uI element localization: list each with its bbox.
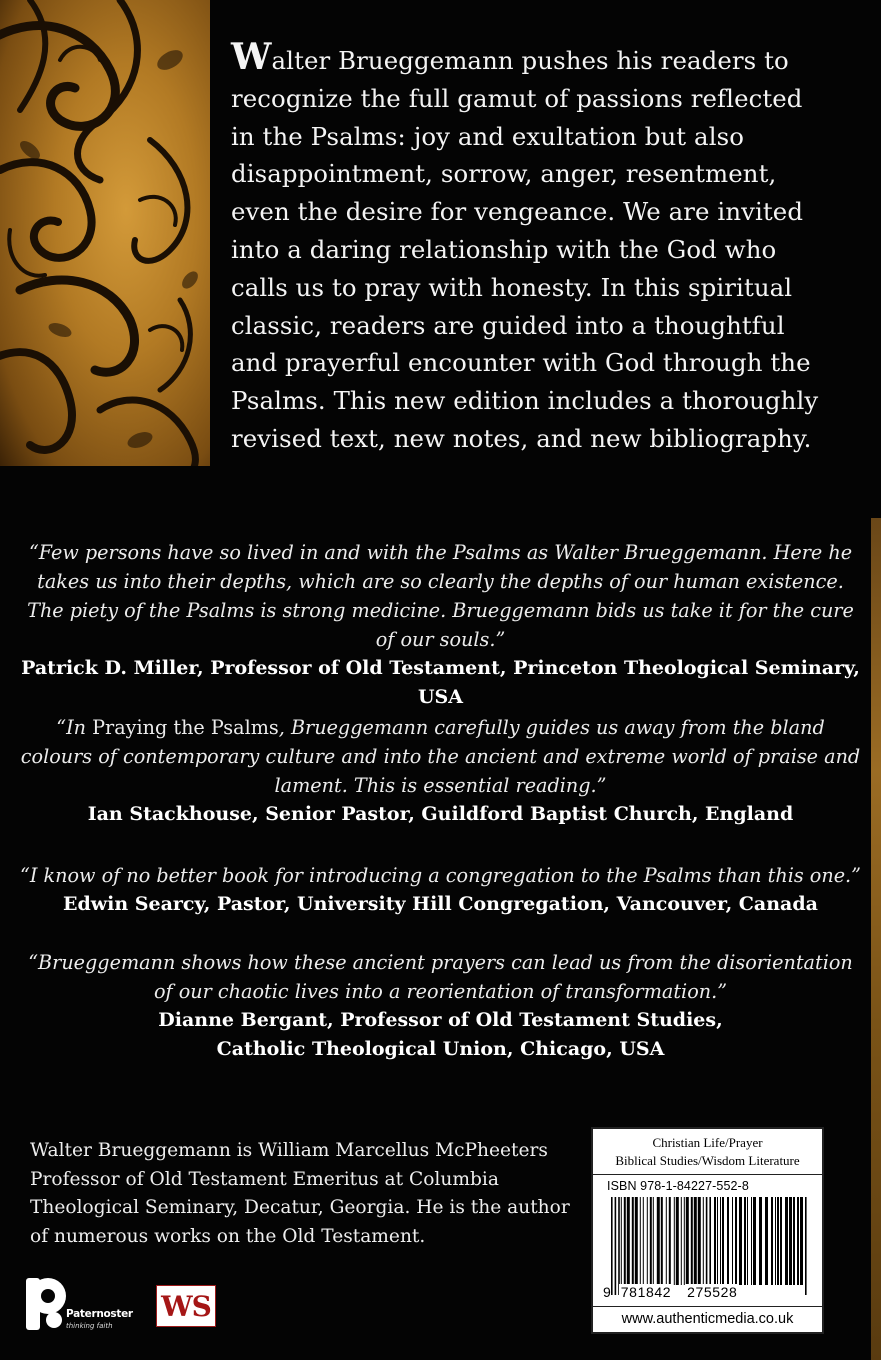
quote-open: “In — [56, 716, 93, 739]
barcode-bar — [765, 1197, 768, 1285]
barcode-bar — [666, 1197, 667, 1285]
barcode-bar — [611, 1197, 613, 1295]
barcode-bar — [615, 1197, 617, 1295]
barcode-bar — [661, 1197, 663, 1285]
category-labels — [593, 1129, 822, 1175]
barcode-bar — [775, 1197, 776, 1285]
endorsement-attribution-line-2: Catholic Theological Union, Chicago, USA — [216, 1038, 665, 1060]
barcode-bar — [674, 1197, 675, 1285]
barcode-digit-group-1: 781842 — [620, 1284, 672, 1300]
barcode-bar — [785, 1197, 788, 1285]
barcode-bar — [676, 1197, 679, 1285]
endorsement-quote — [20, 713, 861, 800]
isbn-label: ISBN 978-1-84227-552-8 — [607, 1179, 749, 1193]
barcode-bar — [732, 1197, 733, 1285]
barcode-bar — [751, 1197, 752, 1285]
author-bio: Walter Brueggemann is William Marcellus McPheeters Professor of Old Testament Emeritus at Columbia Theological Seminary, Decatur, Georgia. He is the author of numerous works on the Old Testament. — [30, 1140, 570, 1247]
barcode-bar — [805, 1197, 807, 1295]
barcode-bar — [771, 1197, 773, 1285]
barcode-bar — [618, 1197, 620, 1295]
barcode-bar — [653, 1197, 654, 1285]
barcode-bar — [632, 1197, 634, 1285]
barcode-bar — [627, 1197, 630, 1285]
barcode-bar — [657, 1197, 660, 1285]
barcode-bar — [635, 1197, 638, 1285]
barcode-bar — [714, 1197, 716, 1285]
ornament-swirls — [0, 0, 210, 466]
barcode-bar — [709, 1197, 711, 1295]
barcode-bar — [691, 1197, 693, 1285]
barcode-bar — [747, 1197, 748, 1285]
barcode-bar — [717, 1197, 718, 1285]
barcode-digit-first: 9 — [603, 1284, 611, 1300]
barcode-bar — [621, 1197, 622, 1285]
barcode-bar — [669, 1197, 671, 1285]
barcode-bar — [744, 1197, 746, 1285]
endorsement-2 — [20, 713, 861, 829]
category-barcode-box — [591, 1127, 824, 1334]
barcode-bar — [650, 1197, 652, 1285]
barcode-bar — [647, 1197, 648, 1285]
drop-cap: W — [231, 36, 272, 78]
barcode-bar — [739, 1197, 742, 1285]
barcode-bar — [698, 1197, 701, 1285]
book-description — [231, 36, 831, 458]
ws-logo-letters: WS — [161, 1289, 211, 1323]
endorsement-attribution: Edwin Searcy, Pastor, University Hill Congregation, Vancouver, Canada — [63, 893, 818, 915]
category-2: Biblical Studies/Wisdom Literature — [615, 1152, 800, 1168]
barcode-bar — [720, 1197, 721, 1285]
barcode-bar — [686, 1197, 689, 1285]
publisher-tagline: thinking faith — [66, 1322, 113, 1330]
barcode-digit-group-2: 275528 — [687, 1284, 738, 1300]
description-text: alter Brueggemann pushes his readers to recognize the full gamut of passions reflected in the Psalms: joy and exultation but also disappointment, sorrow, anger, resentment, even the desire for vengeance. We are invited into a daring relationship with the God who calls us to pray with honesty. In this spiritual classic, readers are guided into a thoughtful and prayerful encounter with God through the Psalms. This new edition includes a thoroughly revised text, new notes, and new bibliography. — [231, 46, 819, 453]
publisher-website: www.authenticmedia.co.uk — [593, 1306, 822, 1332]
barcode-bar — [780, 1197, 782, 1285]
endorsement-4 — [20, 948, 861, 1064]
barcode-bar — [640, 1197, 641, 1285]
barcode-bar — [703, 1197, 704, 1285]
category-1: Christian Life/Prayer — [652, 1135, 763, 1150]
right-edge-strip — [871, 518, 881, 1360]
endorsement-attribution: Ian Stackhouse, Senior Pastor, Guildford Baptist Church, England — [87, 803, 794, 825]
endorsement-quote: “I know of no better book for introducing a congregation to the Psalms than this one.” — [20, 864, 861, 887]
barcode-bar — [797, 1197, 799, 1285]
barcode-bar — [777, 1197, 779, 1285]
endorsement-3 — [20, 861, 861, 919]
ornament-panel — [0, 0, 210, 466]
barcode-bar — [643, 1197, 644, 1285]
barcode-bar — [753, 1197, 756, 1285]
barcode-bar — [624, 1197, 626, 1285]
barcode-bar — [793, 1197, 795, 1285]
endorsement-quote: “Brueggemann shows how these ancient prayers can lead us from the disorientation of our chaotic lives into a reorientation of transformation.” — [28, 951, 853, 1003]
ws-imprint-logo — [156, 1285, 216, 1327]
quote-rest: , Brueggemann carefully guides us away from the bland colours of contemporary culture and into the ancient and extreme world of praise and lament. This is essential reading.” — [20, 716, 861, 797]
book-title: Praying the Psalms — [92, 716, 279, 739]
barcode-bar — [681, 1197, 682, 1285]
barcode-graphic — [603, 1197, 813, 1295]
barcode-bar — [722, 1197, 724, 1285]
barcode-bar — [789, 1197, 792, 1285]
endorsement-attribution: Patrick D. Miller, Professor of Old Testament, Princeton Theological Seminary, USA — [21, 657, 860, 708]
barcode-bar — [684, 1197, 685, 1285]
endorsement-attribution-line-1: Dianne Bergant, Professor of Old Testament Studies, — [158, 1009, 723, 1031]
endorsement-1 — [20, 538, 861, 712]
barcode-bar — [727, 1197, 729, 1285]
barcode-bar — [800, 1197, 803, 1285]
barcode-bar — [706, 1197, 708, 1295]
endorsement-quote: “Few persons have so lived in and with the Psalms as Walter Brueggemann. Here he takes us into their depths, which are so clearly the depths of our human existence. The piety of the Psalms is strong medicine. Brueggemann bids us take it for the cure of our souls.” — [27, 541, 854, 651]
paternoster-logo-icon — [24, 1276, 68, 1332]
barcode-bar — [759, 1197, 762, 1285]
publisher-name: Paternoster — [66, 1308, 133, 1320]
barcode-bar — [694, 1197, 697, 1285]
barcode-bar — [735, 1197, 737, 1285]
barcode-digits — [603, 1284, 815, 1300]
